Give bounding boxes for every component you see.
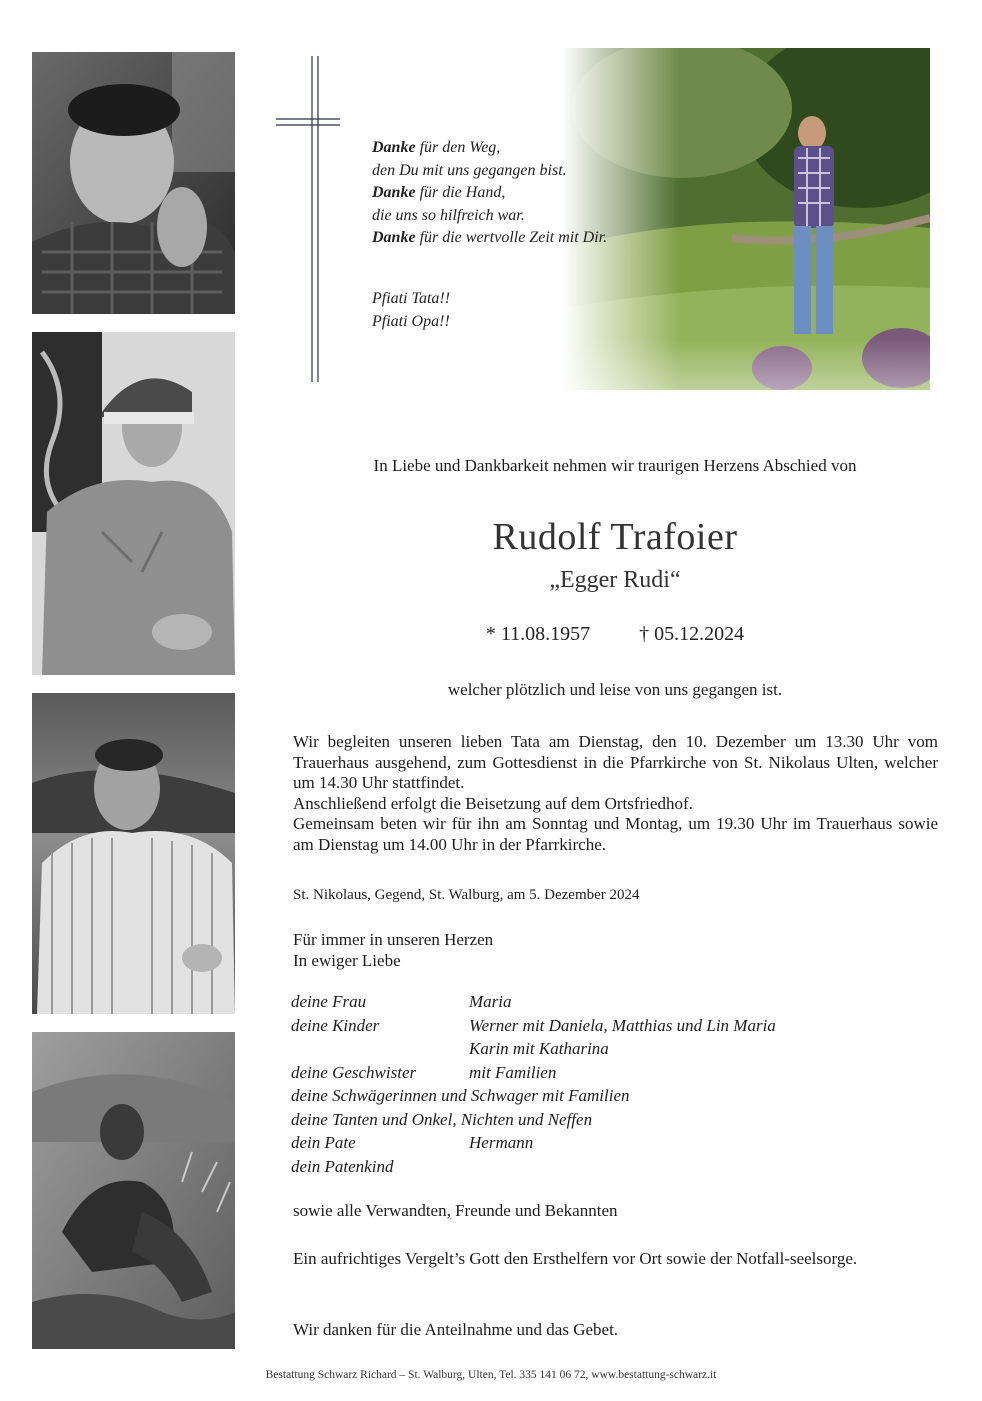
portrait-photo-3 — [32, 693, 235, 1014]
farewell — [372, 288, 450, 333]
family-row — [291, 1061, 931, 1085]
farewell-line: Pfiati Tata!! — [372, 290, 451, 307]
nickname: „Egger Rudi“ — [549, 567, 681, 593]
life-dates — [290, 623, 940, 646]
poem-line: Danke für die Hand, — [372, 184, 506, 201]
cross-icon — [276, 56, 340, 382]
intro-text: In Liebe und Dankbarkeit nehmen wir traurigen Herzens Abschied von — [373, 456, 857, 475]
family-row — [291, 1037, 931, 1061]
family-relation: deine Geschwister — [291, 1062, 417, 1082]
family-names: Maria — [469, 992, 512, 1011]
family-row — [291, 1014, 931, 1038]
birth-date: * 11.08.1957 — [485, 623, 591, 645]
hearts-lines — [293, 930, 938, 971]
death-date: † 05.12.2024 — [639, 623, 745, 645]
portrait-photo-2 — [32, 332, 235, 675]
family-relation: dein Pate — [291, 1133, 356, 1152]
thanks-participation: Wir danken für die Anteilnahme und das Gebet. — [293, 1320, 619, 1339]
poem-line: Danke für den Weg, — [372, 139, 501, 156]
family-relation: deine Schwägerinnen und Schwager mit Familien — [291, 1086, 630, 1105]
service-paragraph: Anschließend erfolgt die Beisetzung auf dem Ortsfriedhof. — [293, 793, 693, 813]
family-relation: deine Frau — [291, 992, 367, 1011]
poem-line: die uns so hilfreich war. — [372, 206, 525, 224]
family-row — [291, 1155, 931, 1179]
deceased-name: Rudolf Trafoier — [492, 516, 738, 558]
family-names: Karin mit Katharina — [469, 1039, 609, 1058]
family-row — [291, 1108, 931, 1132]
portrait-photo-4 — [32, 1032, 235, 1349]
family-names: Hermann — [469, 1133, 534, 1152]
place-date: St. Nikolaus, Gegend, St. Walburg, am 5. Dezember 2024 — [293, 887, 640, 903]
footer-funeral-home: Bestattung Schwarz Richard – St. Walburg, Ulten, Tel. 335 141 06 72, www.bestattung-schwarz.it — [265, 1369, 717, 1381]
family-list — [291, 990, 931, 1178]
passed-text: welcher plötzlich und leise von uns gegangen ist. — [447, 680, 783, 699]
service-info — [293, 732, 938, 855]
family-relation: dein Patenkind — [291, 1156, 394, 1176]
family-row — [291, 1131, 931, 1155]
family-relation: deine Kinder — [291, 1015, 380, 1035]
family-row — [291, 1084, 931, 1108]
family-names: mit Familien — [469, 1062, 557, 1082]
hearts-line: In ewiger Liebe — [293, 950, 401, 970]
thanks-helpers: Ein aufrichtiges Vergelt’s Gott den Ersthelfern vor Ort sowie der Notfall-seelsorge. — [293, 1249, 858, 1268]
family-relation: deine Tanten und Onkel, Nichten und Neffen — [291, 1109, 593, 1129]
portrait-photo-1 — [32, 52, 235, 314]
others-text: sowie alle Verwandten, Freunde und Bekannten — [293, 1201, 618, 1220]
poem-line: den Du mit uns gegangen bist. — [372, 161, 567, 179]
hearts-line: Für immer in unseren Herzen — [293, 930, 494, 949]
family-names: Werner mit Daniela, Matthias und Lin Maria — [469, 1015, 776, 1035]
service-paragraph: Wir begleiten unseren lieben Tata am Dienstag, den 10. Dezember um 13.30 Uhr vom Trauerhaus ausgehend, zum Gottesdienst in die Pfarrkirche von St. Nikolaus Ulten, welcher um 14.30 Uhr stattfindet. — [293, 732, 938, 792]
service-paragraph: Gemeinsam beten wir für ihn am Sonntag und Montag, um 19.30 Uhr im Trauerhaus sowie am Dienstag um 14.00 Uhr in der Pfarrkirche. — [293, 814, 938, 854]
family-row — [291, 990, 931, 1014]
family-relation — [291, 1037, 469, 1061]
poem — [372, 137, 702, 250]
farewell-line: Pfiati Opa!! — [372, 312, 450, 330]
poem-line: Danke für die wertvolle Zeit mit Dir. — [372, 229, 608, 246]
